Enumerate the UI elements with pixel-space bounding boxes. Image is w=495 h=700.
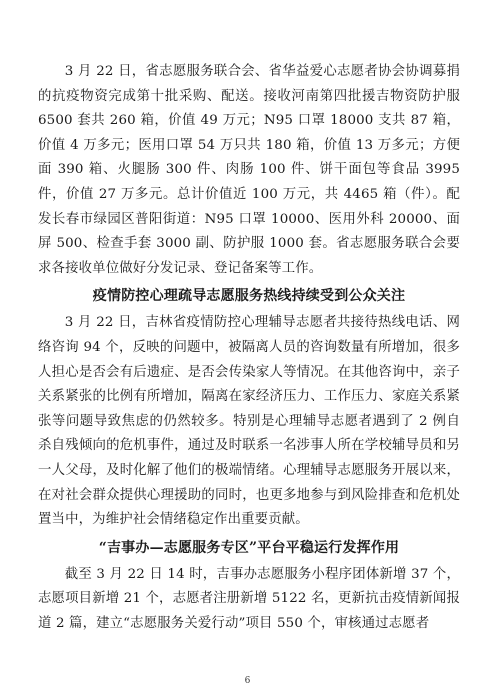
paragraph-supplies: 3 月 22 日，省志愿服务联合会、省华益爱心志愿者协会协调募捐的抗疫物资完成第十批采购、配送。接收河南第四批援吉物资防护服 6500 套共 260 箱，价值 49 万元；N95 口罩 18000 支共 87 箱，价值 4 万多元；医用口罩 54 万只共 180 箱，价值 13 万多元；方便面 390 箱、火腿肠 300 件、肉肠 100 件、饼干面包等食品 3995 件，价值 27 万多元。总计价值近 100 万元，共 4465 箱（件）。配发长春市绿园区普阳街道：N95 口罩 10000、医用外科 20000、面屏 500、检查手套 3000 副、防护服 1000 套。省志愿服务联合会要求各接收单位做好分发记录、登记备案等工作。 [38, 64, 460, 276]
document-body [38, 60, 460, 636]
heading-psych-hotline: 疫情防控心理疏导志愿服务热线持续受到公众关注 [92, 288, 406, 305]
paragraph-hotline: 3 月 22 日，吉林省疫情防控心理辅导志愿者共接待热线电话、网络咨询 94 个，反映的问题中，被隔离人员的咨询数量有所增加，很多人担心是否会有后遗症、是否会传染家人等情况。在其他咨询中，亲子关系紧张的比例有所增加，隔离在家经济压力、工作压力、家庭关系紧张等问题导致焦虑的仍然较多。特别是心理辅导志愿者遇到了 2 例自杀自残倾向的危机事件，通过及时联系一名涉事人所在学校辅导员和另一人父母，及时化解了他们的极端情绪。心理辅导志愿服务开展以来，在对社会群众提供心理援助的同时，也更多地参与到风险排查和危机处置当中，为维护社会情绪稳定作出重要贡献。 [38, 315, 460, 528]
paragraph-platform: 截至 3 月 22 日 14 时，吉事办志愿服务小程序团体新增 37 个，志愿项目新增 21 个，志愿者注册新增 5122 名，更新抗击疫情新闻报道 2 篇，建立“志愿服务关爱行动”项目 550 个，审核通过志愿者 [38, 566, 460, 631]
page-number: 6 [244, 676, 251, 686]
heading-jishiban-platform: “吉事办—志愿服务专区”平台平稳运行发挥作用 [98, 539, 400, 556]
